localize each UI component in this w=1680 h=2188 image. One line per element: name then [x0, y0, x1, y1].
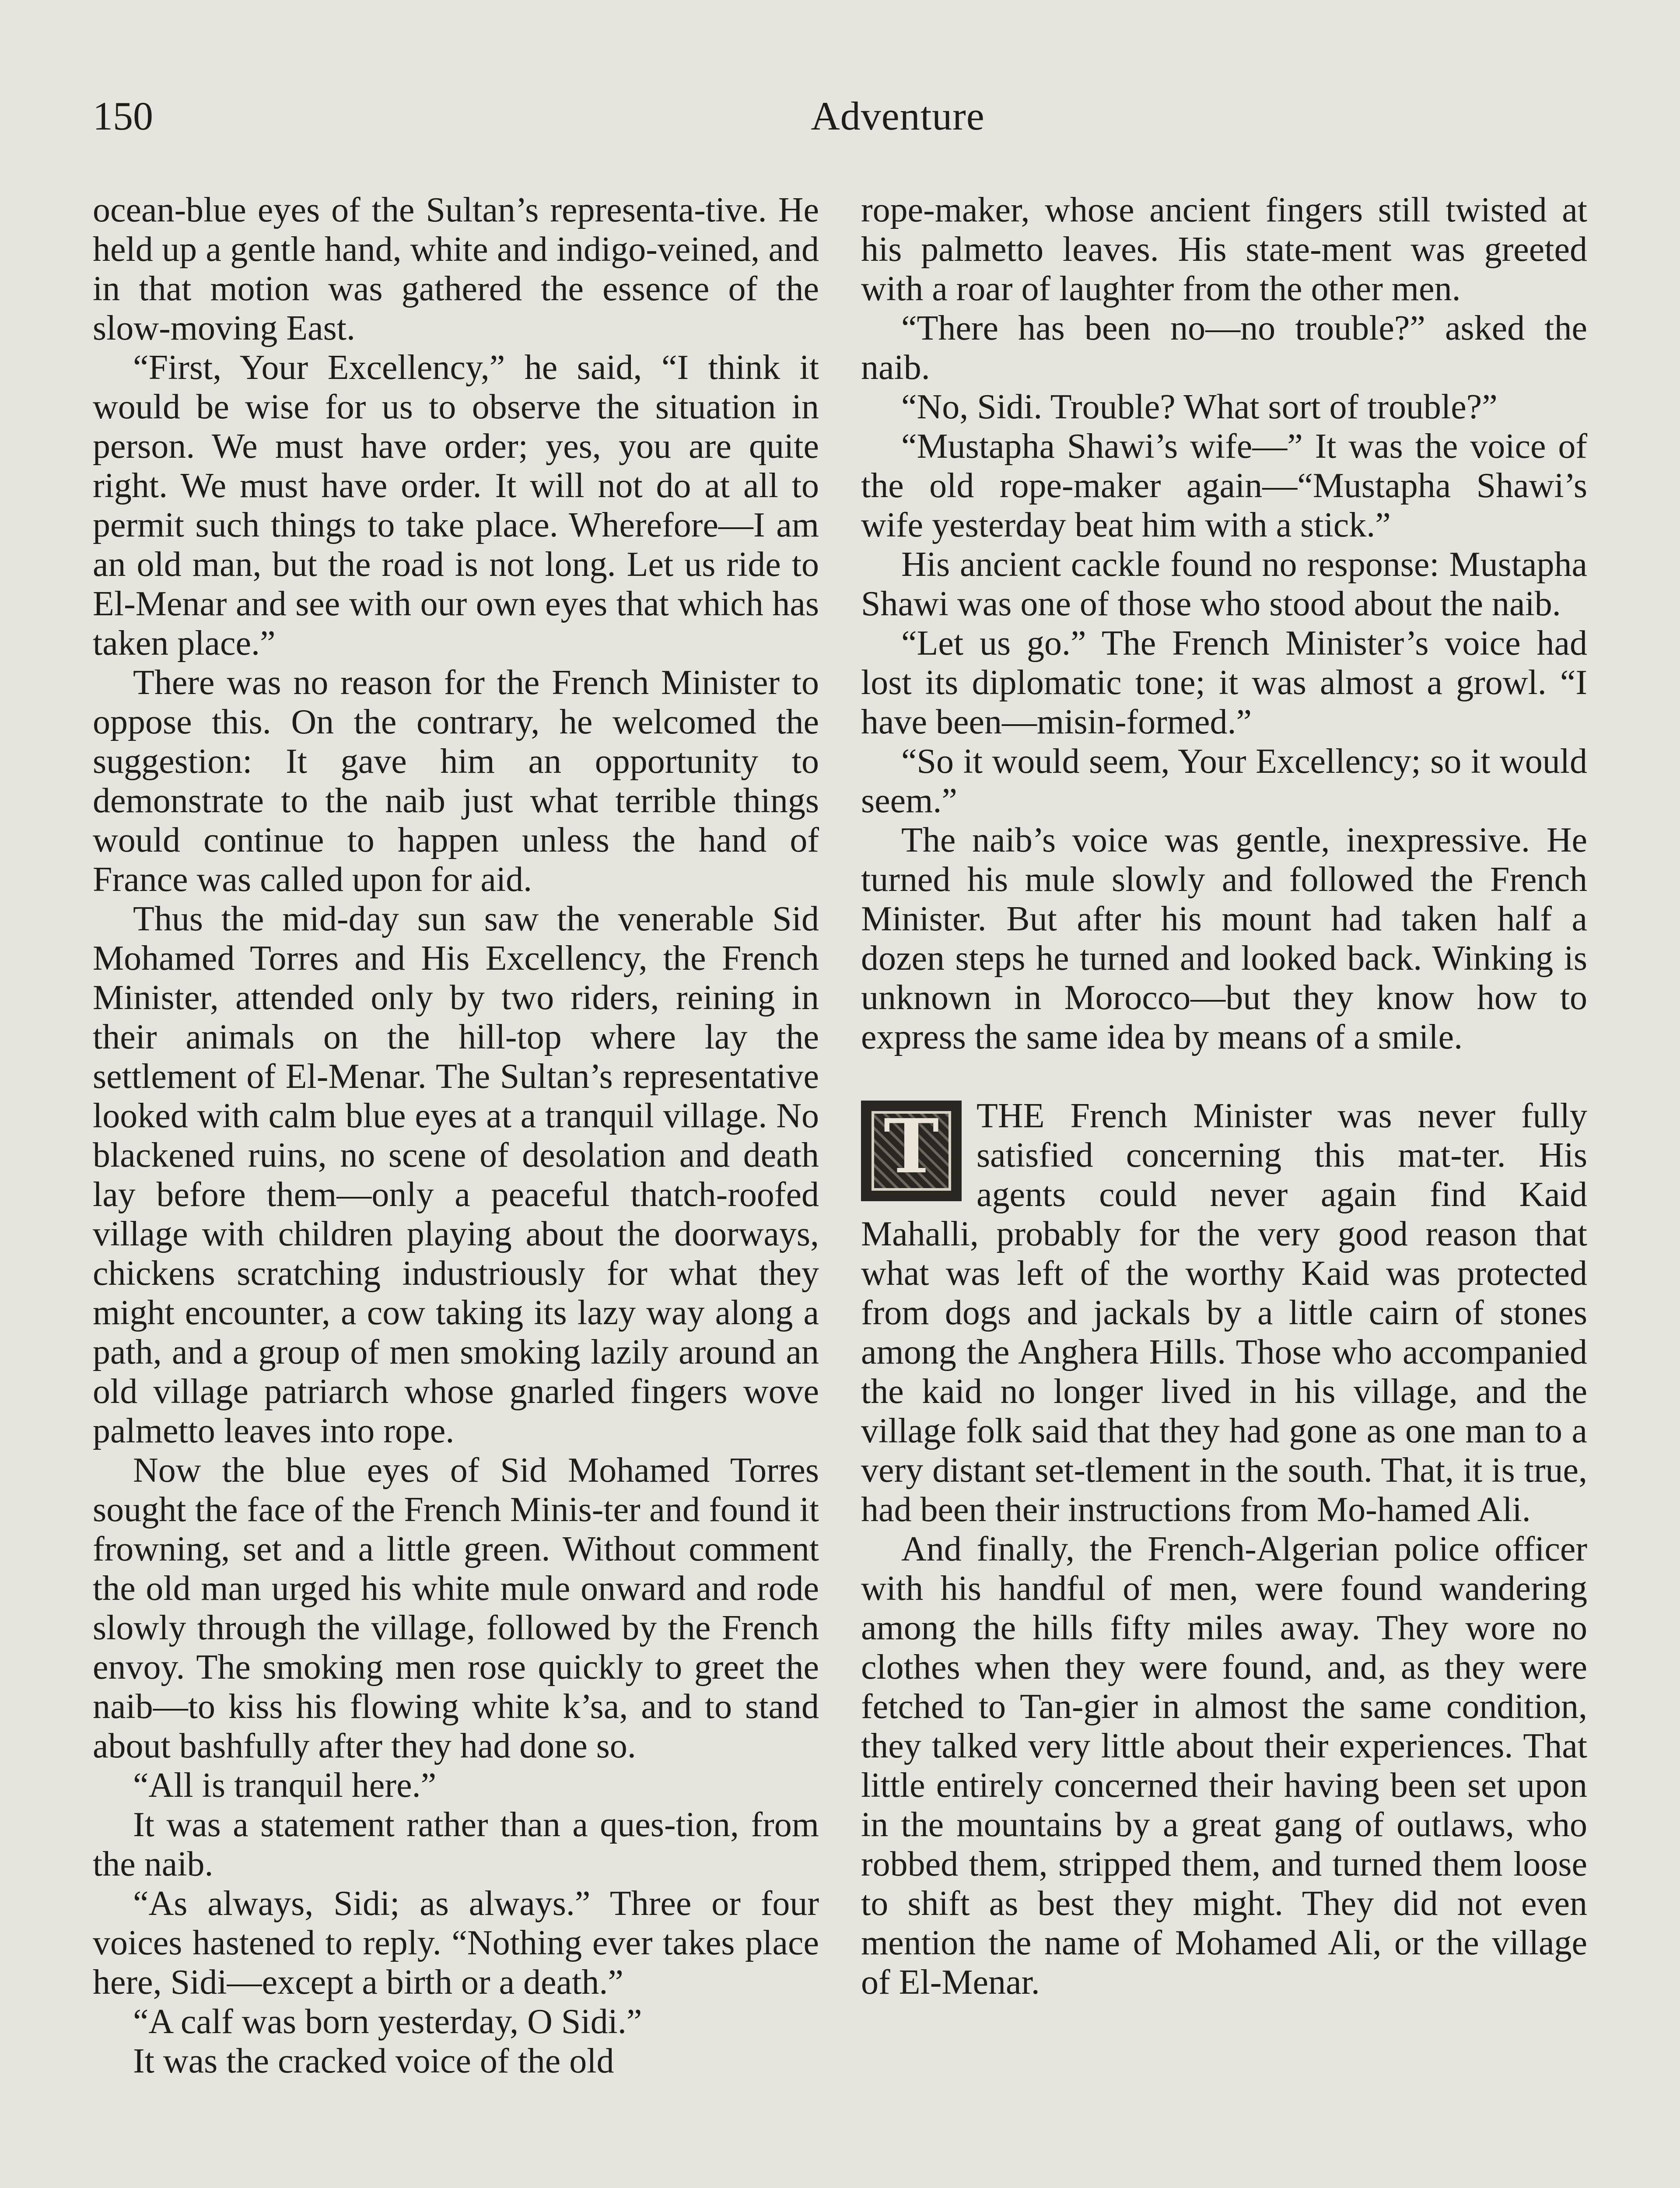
paragraph: His ancient cackle found no response: Mustapha Shawi was one of those who stood about the naib.	[861, 545, 1587, 623]
page-number: 150	[93, 94, 153, 138]
right-column	[861, 190, 1587, 2002]
paragraph: It was a statement rather than a ques-tion, from the naib.	[93, 1806, 819, 1883]
section-break	[861, 1096, 1587, 2002]
paragraph: And finally, the French-Algerian police officer with his handful of men, were found wandering among the hills fifty miles away. They wore no clothes when they were found, and, as they were fetched to Tan-gier in almost the same condition, they talked very little about their experiences. That little entirely concerned their having been set upon in the mountains by a great gang of outlaws, who robbed them, stripped them, and turned them loose to shift as best they might. They did not even mention the name of Mohamed Ali, or the village of El-Menar.	[861, 1530, 1587, 2002]
paragraph: “There has been no—no trouble?” asked the naib.	[861, 309, 1587, 387]
ornamental-dropcap-icon	[861, 1101, 962, 1201]
paragraph: “Let us go.” The French Minister’s voice had lost its diplomatic tone; it was almost a growl. “I have been—misin-formed.”	[861, 624, 1587, 741]
paragraph: There was no reason for the French Minister to oppose this. On the contrary, he welcomed the suggestion: It gave him an opportunity to demonstrate to the naib just what terrible things would continue to happen unless the hand of France was called upon for aid.	[93, 663, 819, 899]
paragraph: The naib’s voice was gentle, inexpressive. He turned his mule slowly and followed the French Minister. But after his mount had taken half a dozen steps he turned and looked back. Winking is unknown in Morocco—but they know how to express the same idea by means of a smile.	[861, 821, 1587, 1056]
dropcap-letter: T	[883, 1103, 939, 1190]
paragraph: “First, Your Excellency,” he said, “I think it would be wise for us to observe the situation in person. We must have order; yes, you are quite right. We must have order. It will not do at all to permit such things to take place. Wherefore—I am an old man, but the road is not long. Let us ride to El-Menar and see with our own eyes that which has taken place.”	[93, 348, 819, 663]
paragraph: rope-maker, whose ancient fingers still twisted at his palmetto leaves. His state-ment was greeted with a roar of laughter from the other men.	[861, 191, 1587, 308]
section-first-paragraph	[861, 1096, 1587, 1529]
paragraph: “So it would seem, Your Excellency; so it would seem.”	[861, 742, 1587, 820]
paragraph: “No, Sidi. Trouble? What sort of trouble?”	[901, 388, 1498, 426]
paragraph: Thus the mid-day sun saw the venerable Sid Mohamed Torres and His Excellency, the French Minister, attended only by two riders, reining in their animals on the hill-top where lay the settlement of El-Menar. The Sultan’s representative looked with calm blue eyes at a tranquil village. No blackened ruins, no scene of desolation and death lay before them—only a peaceful thatch-roofed village with children playing about the doorways, chickens scratching industriously for what they might encounter, a cow taking its lazy way along a path, and a group of men smoking lazily around an old village patriarch whose gnarled fingers wove palmetto leaves into rope.	[93, 900, 819, 1450]
paragraph: “Mustapha Shawi’s wife—” It was the voice of the old rope-maker again—“Mustapha Shawi’s wife yesterday beat him with a stick.”	[861, 427, 1587, 544]
running-title: Adventure	[811, 94, 985, 138]
paragraph: Now the blue eyes of Sid Mohamed Torres sought the face of the French Minis-ter and found it frowning, set and a little green. Without comment the old man urged his white mule onward and rode slowly through the village, followed by the French envoy. The smoking men rose quickly to greet the naib—to kiss his flowing white k’sa, and to stand about bashfully after they had done so.	[93, 1451, 819, 1765]
paragraph: “All is tranquil here.”	[133, 1766, 437, 1805]
paragraph: “A calf was born yesterday, O Sidi.”	[133, 2002, 642, 2041]
left-column	[93, 190, 819, 2081]
paragraph: ocean-blue eyes of the Sultan’s representa-tive. He held up a gentle hand, white and indigo-veined, and in that motion was gathered the essence of the slow-moving East.	[93, 191, 819, 347]
page-header	[93, 88, 1598, 158]
paragraph: It was the cracked voice of the old	[133, 2042, 614, 2080]
section-paragraph-text: THE French Minister was never fully satisfied concerning this mat-ter. His agents could never again find Kaid Mahalli, probably for the very good reason that what was left of the worthy Kaid was protected from dogs and jackals by a little cairn of stones among the Anghera Hills. Those who accompanied the kaid no longer lived in his village, and the village folk said that they had gone as one man to a very distant set-tlement in the south. That, it is true, had been their instructions from Mo-hamed Ali.	[861, 1097, 1587, 1529]
paragraph: “As always, Sidi; as always.” Three or four voices hastened to reply. “Nothing ever takes place here, Sidi—except a birth or a death.”	[93, 1884, 819, 2002]
